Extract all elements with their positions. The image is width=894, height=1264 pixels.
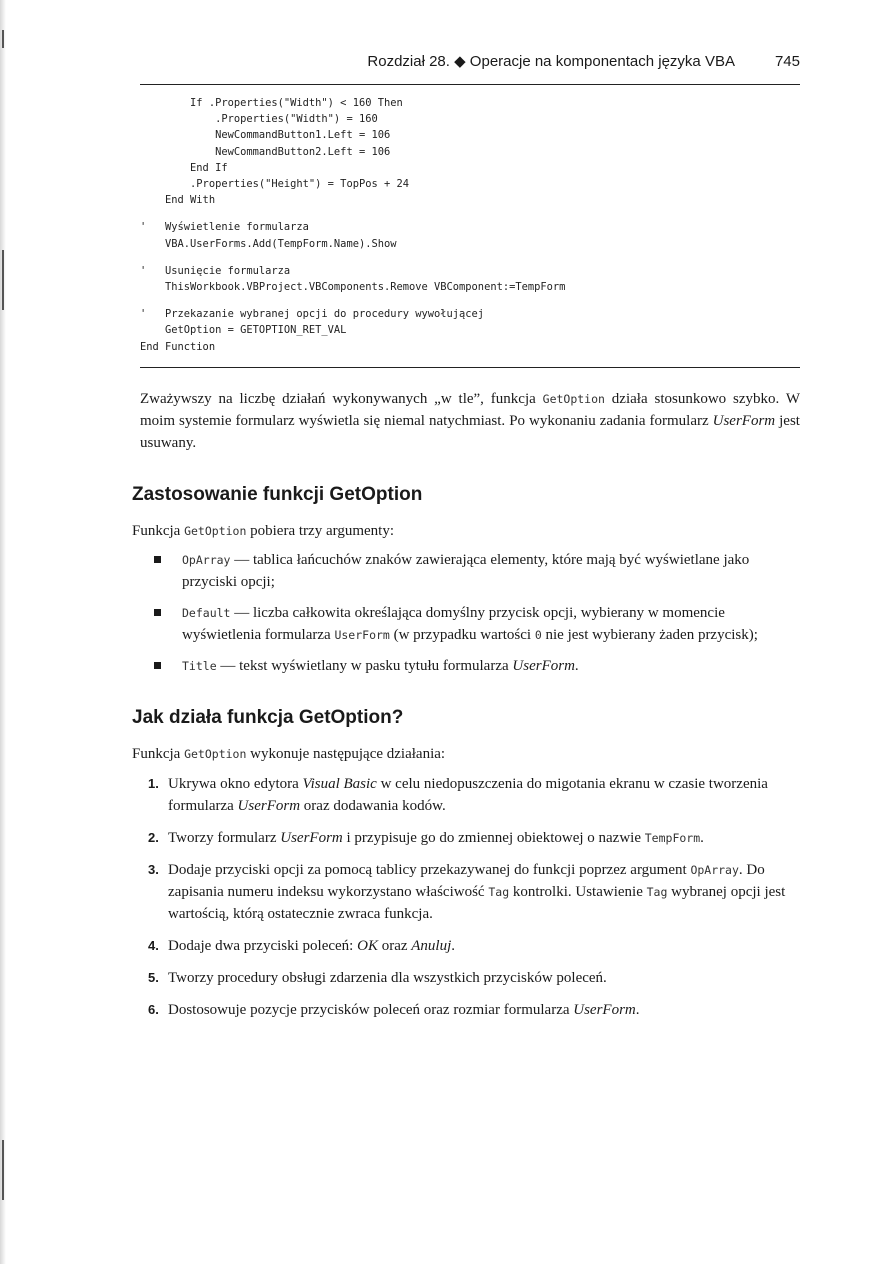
code-block-remove: ' Usunięcie formularza ThisWorkbook.VBProject.VBComponents.Remove VBComponent:=TempForm	[140, 264, 566, 294]
steps-list	[140, 773, 800, 1021]
page-number: 745	[774, 53, 800, 70]
text: i przypisuje go do zmiennej obiektowej o nazwie	[342, 829, 645, 846]
chapter-title: Rozdział 28. ◆ Operacje na komponentach języka VBA	[367, 53, 735, 70]
italic-term: Visual Basic	[302, 775, 377, 792]
running-head	[140, 52, 800, 74]
section-heading-how: Jak działa funkcja GetOption?	[132, 706, 404, 728]
text: Tworzy formularz	[168, 829, 281, 846]
text: .	[635, 1001, 640, 1018]
bullet-square-icon	[154, 662, 161, 669]
inline-code: Default	[182, 605, 231, 620]
text: jest usuwany.	[140, 412, 800, 451]
section-heading-usage: Zastosowanie funkcji GetOption	[132, 483, 423, 505]
italic-term: OK	[357, 937, 378, 954]
section-lead	[132, 746, 800, 763]
code-gap	[140, 252, 800, 263]
code-gap	[140, 295, 800, 306]
text: nie jest wybierany żaden przycisk);	[541, 626, 758, 643]
step-number: 2.	[148, 829, 159, 845]
text: oraz dodawania kodów.	[300, 797, 446, 814]
text: kontrolki. Ustawienie	[509, 883, 647, 900]
step-number: 1.	[148, 775, 159, 791]
text: Tworzy procedury obsługi zdarzenia dla wszystkich przycisków poleceń.	[168, 969, 607, 986]
top-rule	[140, 84, 800, 85]
intro-paragraph	[140, 388, 800, 454]
text: . Do zapisania numeru indeksu wykorzystano właściwość	[168, 861, 765, 900]
text: działa stosunkowo szybko. W moim systemie formularz wyświetla się niemal natychmiast. Po wykonaniu zadania formularz	[140, 390, 801, 429]
text: Ukrywa okno edytora	[168, 775, 303, 792]
code-block-with: If .Properties("Width") < 160 Then .Properties("Width") = 160 NewCommandButton1.Left = 106 NewCommandButton2.Left = 106 End If .Properties("Height") = TopPos + 24 End With	[165, 97, 409, 207]
inline-code: Tag	[646, 884, 668, 899]
list-item	[148, 827, 800, 849]
inline-code: TempForm	[644, 830, 701, 845]
inline-code: GetOption	[184, 746, 247, 761]
text: .	[700, 829, 704, 846]
scan-edge	[0, 0, 6, 1264]
inline-code: OpArray	[182, 552, 231, 567]
text: .	[451, 937, 456, 954]
text: pobiera trzy argumenty:	[246, 522, 394, 539]
inline-code: GetOption	[542, 391, 605, 406]
text: Dodaje dwa przyciski poleceń:	[168, 937, 358, 954]
step-number: 3.	[148, 861, 159, 877]
bottom-rule	[140, 367, 800, 368]
list-item	[148, 773, 800, 817]
italic-term: UserForm	[237, 797, 301, 814]
scan-mark	[2, 1140, 4, 1200]
step-number: 5.	[148, 969, 159, 985]
inline-code: Tag	[488, 884, 510, 899]
text: — liczba całkowita określająca domyślny przycisk opcji, wybierany w momencie wyświetlenia formularza	[182, 604, 725, 643]
text: w celu niedopuszczenia do migotania ekranu w czasie tworzenia formularza	[168, 775, 768, 814]
italic-term: UserForm	[280, 829, 343, 846]
text: wykonuje następujące działania:	[246, 745, 446, 762]
scan-mark	[2, 250, 4, 310]
bullet-square-icon	[154, 556, 161, 563]
code-block-show: ' Wyświetlenie formularza VBA.UserForms.Add(TempForm.Name).Show	[140, 221, 397, 250]
list-item	[148, 935, 800, 957]
italic-term: Anuluj	[411, 937, 452, 954]
book-page	[132, 40, 801, 1021]
italic-term: UserForm	[573, 1001, 636, 1018]
step-number: 4.	[148, 937, 159, 953]
text: Funkcja	[132, 745, 185, 762]
code-gap	[140, 208, 800, 219]
inline-code: Title	[182, 658, 217, 673]
text: Funkcja	[132, 522, 185, 539]
list-item	[148, 967, 800, 989]
text: .	[574, 657, 579, 674]
text: — tablica łańcuchów znaków zawierająca elementy, które mają być wyświetlane jako przyciski opcji;	[182, 551, 750, 590]
list-item	[182, 602, 800, 646]
text: — tekst wyświetlany w pasku tytułu formularza	[216, 657, 513, 674]
inline-code: UserForm	[334, 627, 390, 642]
italic-term: UserForm	[512, 657, 575, 674]
text: oraz	[377, 937, 412, 954]
code-block-return: ' Przekazanie wybranej opcji do procedury wywołującej GetOption = GETOPTION_RET_VAL End Function	[140, 308, 485, 353]
italic-term: UserForm	[712, 412, 776, 429]
text: Dostosowuje pozycje przycisków poleceń oraz rozmiar formularza	[168, 1001, 574, 1018]
section-lead	[132, 523, 800, 540]
scan-mark	[2, 30, 4, 48]
list-item	[182, 549, 800, 593]
inline-code: GetOption	[184, 523, 247, 538]
list-item	[148, 999, 800, 1021]
list-item	[148, 859, 800, 925]
argument-list	[140, 549, 800, 677]
list-item	[182, 655, 800, 677]
text: Dodaje przyciski opcji za pomocą tablicy przekazywanej do funkcji poprzez argument	[168, 861, 691, 878]
inline-code: 0	[534, 627, 542, 642]
text: Zważywszy na liczbę działań wykonywanych „w tle”, funkcja	[140, 390, 543, 407]
text: wybranej opcji jest wartością, którą ostatecznie zwraca funkcja.	[168, 883, 786, 922]
inline-code: OpArray	[690, 862, 739, 877]
bullet-square-icon	[154, 609, 161, 616]
text: (w przypadku wartości	[389, 626, 535, 643]
step-number: 6.	[148, 1001, 159, 1017]
